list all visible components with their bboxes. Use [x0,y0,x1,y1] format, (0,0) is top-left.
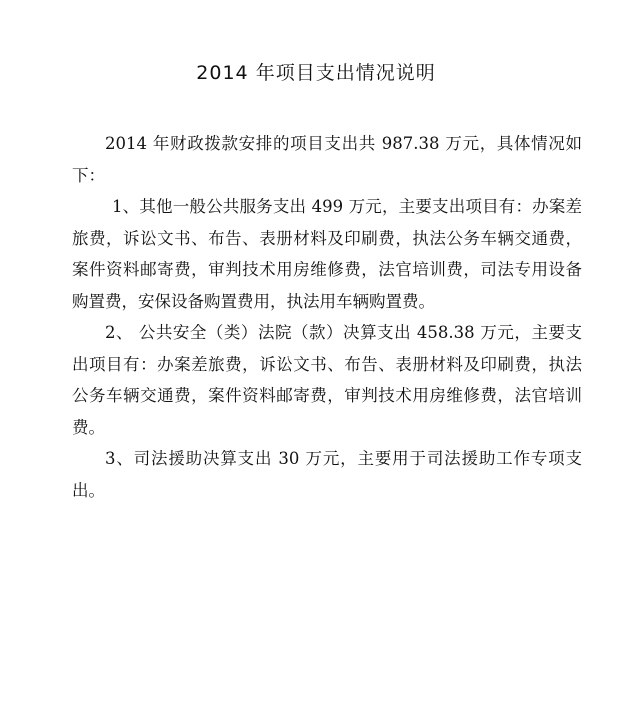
item-paragraph-3: 3、司法援助决算支出 30 万元，主要用于司法援助工作专项支出。 [72,449,582,500]
page-title: 2014 年项目支出情况说明 [196,62,436,84]
document-body [72,128,582,506]
item-paragraph-1: 1、其他一般公共服务支出 499 万元，主要支出项目有：办案差旅费，诉讼文书、布告、表册材料及印刷费，执法公务车辆交通费，案件资料邮寄费，审判技术用房维修费，法官培训费，司法专用设备购置费，安保设备购置费用，执法用车辆购置费。 [72,197,582,311]
item-paragraph-2: 2、 公共安全（类）法院（款）决算支出 458.38 万元，主要支出项目有：办案差旅费，诉讼文书、布告、表册材料及印刷费，执法公务车辆交通费，案件资料邮寄费，审判技术用房维修费，法官培训费。 [72,323,582,437]
intro-paragraph: 2014 年财政拨款安排的项目支出共 987.38 万元，具体情况如下： [72,134,582,185]
